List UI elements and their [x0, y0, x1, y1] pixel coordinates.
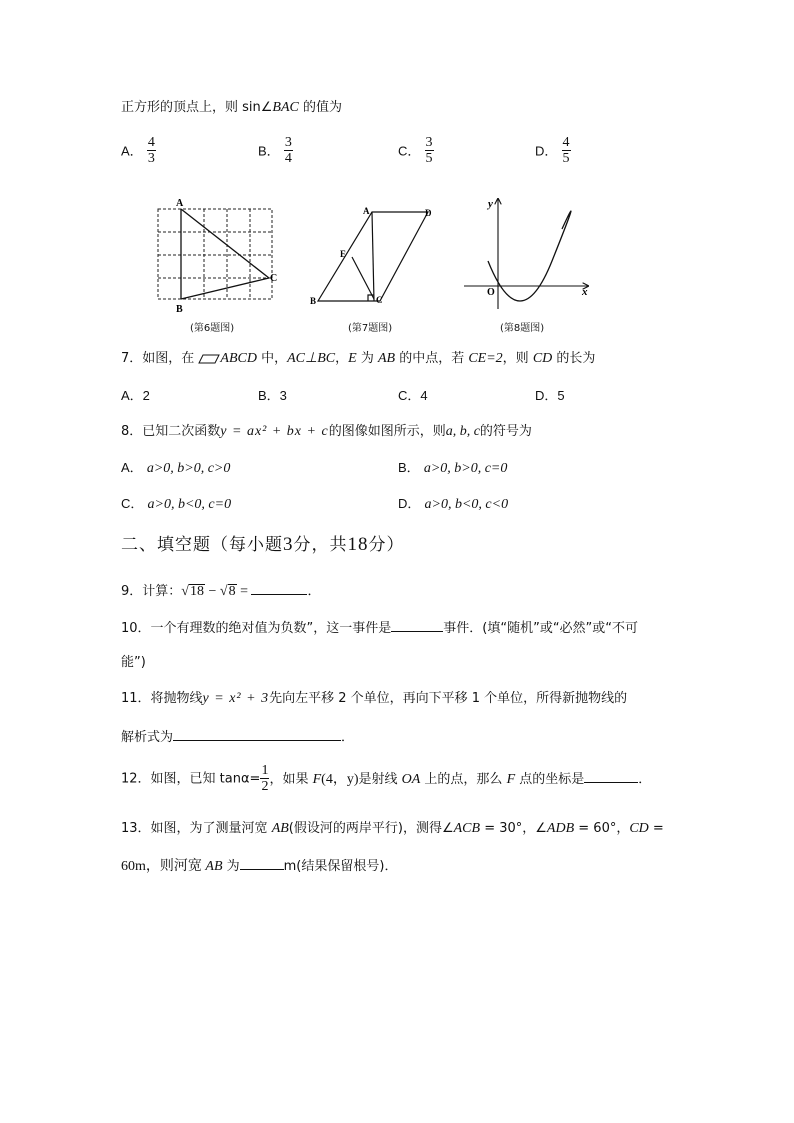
q7-option-d: D．5	[535, 388, 565, 403]
q6-angle-name: BAC	[272, 100, 299, 115]
q12-text: 12．如图，已知 tanα=	[121, 771, 261, 787]
figure-6-grid	[158, 209, 272, 299]
numerator: 3	[284, 135, 292, 150]
q8-text: 的图像如图所示，则	[328, 424, 446, 439]
section-2-heading	[121, 535, 405, 554]
figure-6	[150, 190, 290, 320]
q13-text: = 60°，	[574, 821, 630, 836]
q11-text: 解析式为	[121, 730, 174, 745]
q9	[121, 583, 320, 599]
q13-line1	[121, 822, 664, 836]
fraction	[425, 136, 434, 166]
q11-line1	[121, 692, 627, 706]
q12-text: ，如果	[269, 772, 313, 787]
q13-text: 为	[222, 859, 240, 874]
label-a: A	[176, 198, 184, 209]
q11-end: ．	[341, 730, 355, 745]
q12-text: 点的坐标是	[515, 772, 585, 787]
answer-blank[interactable]	[240, 858, 284, 870]
option-letter: A．	[121, 460, 143, 475]
q13-text: =	[648, 821, 664, 836]
option-expr: a>0, b>0, c=0	[423, 461, 508, 476]
q6-option-d	[535, 136, 571, 166]
q9-end: ．	[307, 584, 321, 599]
q12-f2: F	[506, 772, 516, 787]
q10-line2: 能”)	[121, 655, 146, 670]
q13-text: 13．如图，为了测量河宽	[121, 821, 272, 836]
answer-blank[interactable]	[391, 620, 443, 632]
option-expr: a>0, b<0, c<0	[424, 497, 509, 512]
q7-text: 的中点，若	[395, 351, 469, 366]
q9-text: 9．计算：	[121, 584, 182, 599]
q13-line2	[121, 858, 397, 874]
fraction	[562, 136, 571, 166]
label-c: C	[376, 295, 383, 305]
q8-option-b	[398, 461, 507, 476]
q7-text: 中，	[256, 351, 288, 366]
q7-text: 的长为	[552, 351, 596, 366]
parabola	[488, 211, 571, 301]
parallelogram-abcd	[318, 212, 428, 301]
numerator: 3	[425, 135, 433, 150]
option-letter: D．	[398, 496, 421, 511]
q9-eq: =	[236, 584, 252, 599]
q12-f: F	[312, 772, 322, 787]
label-a: A	[363, 206, 370, 216]
label-c: C	[270, 273, 278, 284]
q7-text: ，则	[502, 351, 533, 366]
q7-number: 7．如图，在	[121, 351, 195, 366]
q6-option-b	[258, 136, 293, 166]
label-e: E	[340, 249, 347, 259]
q10-text: 事件．(填“随机”或“必然”或“不可	[443, 621, 639, 636]
option-letter: B．	[258, 143, 280, 159]
q7-text: 为	[356, 351, 378, 366]
fraction	[284, 136, 293, 166]
option-letter: A．	[121, 143, 143, 159]
q7-e: E	[348, 351, 357, 366]
parallelogram-symbol	[198, 354, 220, 364]
q6-stem-tail	[121, 101, 342, 115]
denominator: 4	[284, 151, 292, 166]
q7-option-c: C．4	[398, 388, 428, 403]
q10-line1	[121, 620, 638, 635]
label-o: O	[487, 287, 495, 298]
triangle-abc	[181, 209, 269, 299]
q13-text: m(结果保留根号)．	[283, 859, 398, 874]
denominator: 3	[147, 151, 155, 166]
q8-option-a	[121, 461, 230, 476]
option-expr: a>0, b>0, c>0	[146, 461, 231, 476]
label-y: y	[488, 198, 493, 210]
figure-6-caption: (第6题图)	[190, 323, 235, 334]
q6-text-c: 的值为	[298, 100, 343, 115]
label-d: D	[425, 208, 432, 218]
q7-ab: AB	[377, 351, 396, 366]
q6-option-a	[121, 136, 156, 166]
q7-option-a: A．2	[121, 388, 150, 403]
q13-ab: AB	[271, 821, 289, 836]
numerator: 4	[147, 135, 155, 150]
q12-coord: (4，y)	[321, 772, 359, 787]
figure-7-caption: (第7题图)	[348, 323, 393, 334]
fraction	[147, 136, 156, 166]
q8-text: 的符号为	[479, 424, 532, 439]
option-expr: a>0, b<0, c=0	[147, 497, 232, 512]
q12	[121, 764, 651, 794]
radicand: 8	[228, 584, 236, 599]
section-points: 3	[283, 534, 294, 555]
q7-cd: CD	[532, 351, 553, 366]
q11-line2	[121, 729, 354, 744]
q13-text: (假设河的两岸平行)，测得∠	[288, 821, 454, 836]
q8-text: 8．已知二次函数	[121, 424, 221, 439]
denominator: 2	[261, 779, 269, 794]
radicand: 18	[189, 584, 204, 599]
section-text: 分）	[368, 535, 405, 555]
numerator: 1	[261, 763, 269, 778]
option-letter: C．	[398, 143, 421, 159]
q13-acb: ACB	[453, 821, 481, 836]
option-letter: D．	[535, 143, 558, 159]
q8-option-d	[398, 497, 508, 512]
q11-text: 11．将抛物线	[121, 691, 203, 706]
q13-text: 60m，则河宽	[121, 859, 206, 874]
q7-para-name: ABCD	[220, 351, 257, 366]
q12-end: ．	[638, 772, 652, 787]
q11-text: 先向左平移 2 个单位，再向下平移 1 个单位，所得新抛物线的	[269, 691, 628, 706]
label-b: B	[310, 296, 317, 306]
label-x: x	[582, 286, 588, 298]
q13-cd: CD	[629, 821, 649, 836]
q8-stem	[121, 425, 532, 439]
numerator: 4	[562, 135, 570, 150]
answer-blank[interactable]	[584, 771, 638, 783]
sqrt-18: √18	[181, 584, 204, 599]
section-text: 二、填空题（每小题	[121, 535, 283, 555]
denominator: 5	[562, 151, 570, 166]
q7-text: ，	[335, 351, 349, 366]
q9-minus: −	[204, 584, 220, 599]
q12-text: 上的点，那么	[420, 772, 507, 787]
q13-ab2: AB	[205, 859, 223, 874]
q8-option-c	[121, 497, 231, 512]
q10-text: 10．一个有理数的绝对值为负数”，这一事件是	[121, 621, 392, 636]
sqrt-8: √8	[219, 584, 236, 599]
answer-blank[interactable]	[173, 729, 341, 741]
q7-ce: CE=2	[468, 351, 503, 366]
figure-7	[308, 200, 443, 310]
q13-adb: ADB	[546, 821, 575, 836]
section-text: 分，共	[293, 535, 348, 555]
figure-8-caption: (第8题图)	[500, 323, 545, 334]
q12-text: 是射线	[358, 772, 402, 787]
q12-oa: OA	[401, 772, 421, 787]
q6-text-a: 正方形的顶点上，则 sin∠	[121, 100, 273, 115]
q7-stem	[121, 352, 595, 366]
label-b: B	[176, 304, 183, 315]
figure-8	[460, 193, 595, 313]
q7-option-b: B．3	[258, 388, 287, 403]
denominator: 5	[425, 151, 433, 166]
q8-function: y = ax² + bx + c	[220, 424, 329, 439]
answer-blank[interactable]	[251, 583, 307, 595]
section-total: 18	[347, 534, 369, 555]
q11-function: y = x² + 3	[202, 691, 270, 706]
q7-perp: AC⊥BC	[287, 351, 336, 366]
option-letter: B．	[398, 460, 420, 475]
q8-vars: a, b, c	[445, 424, 480, 439]
q13-text: = 30°，∠	[480, 821, 547, 836]
option-letter: C．	[121, 496, 144, 511]
q6-option-c	[398, 136, 434, 166]
